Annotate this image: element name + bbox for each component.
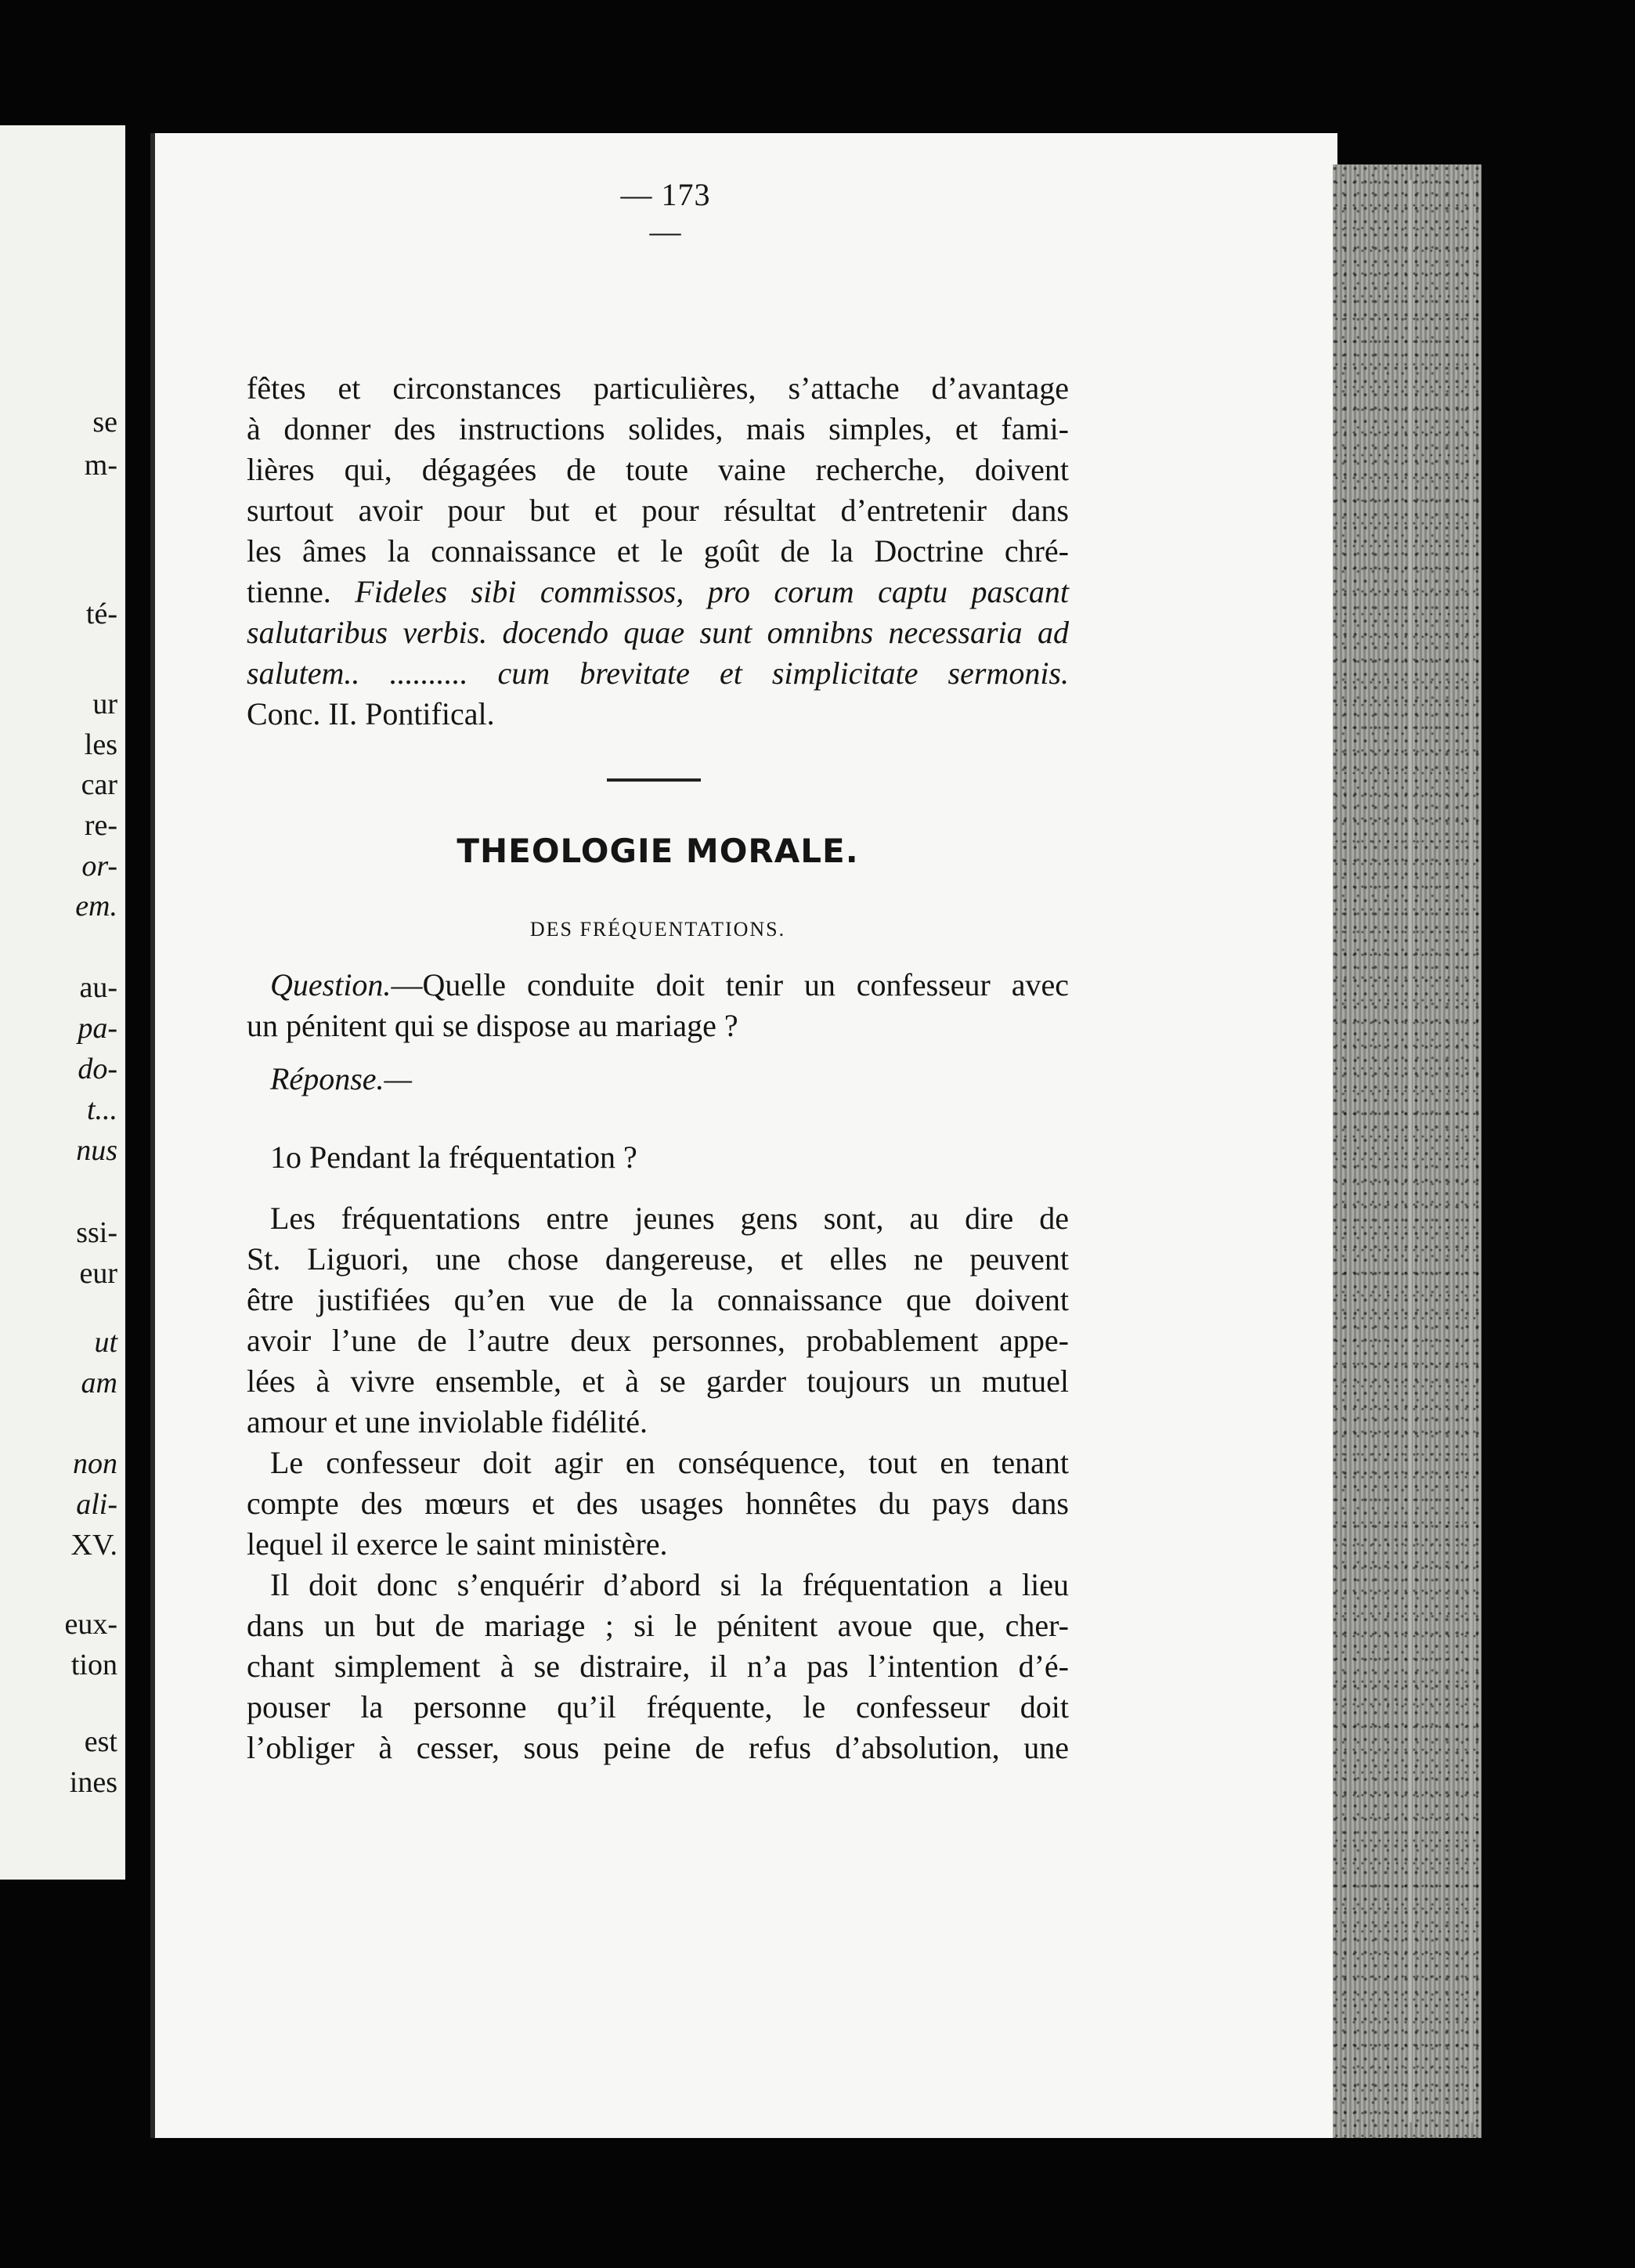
point-block bbox=[247, 1137, 1069, 1178]
left-page-text-fragment: m- bbox=[84, 449, 117, 482]
answer-label: Réponse.— bbox=[270, 1061, 413, 1096]
left-page-text-fragment: eur bbox=[79, 1257, 117, 1290]
paragraph-line: chant simplement à se distraire, il n’a pas l’intention d’é- bbox=[247, 1649, 1069, 1684]
paragraph-line: dans un but de mariage ; si le pénitent avoue que, cher- bbox=[247, 1608, 1069, 1643]
left-page-text-fragment: est bbox=[84, 1725, 117, 1758]
question-text: —Quelle conduite doit tenir un confesseur avec bbox=[391, 967, 1069, 1002]
answer-block bbox=[247, 1059, 1069, 1100]
intro-line: lières qui, dégagées de toute vaine recherche, doivent bbox=[247, 452, 1069, 487]
paragraph-1 bbox=[247, 1198, 1069, 1443]
left-page-text-fragment: re- bbox=[84, 809, 117, 842]
paragraph-line: lées à vivre ensemble, et à se garder toujours un mutuel bbox=[247, 1363, 1069, 1399]
paragraph-3 bbox=[247, 1565, 1069, 1768]
paragraph-line: avoir l’une de l’autre deux personnes, probablement appe- bbox=[247, 1323, 1069, 1358]
left-page-text-fragment: ssi- bbox=[76, 1216, 117, 1249]
left-page-text-fragment: XV. bbox=[70, 1529, 117, 1562]
intro-tail: tienne. bbox=[247, 574, 331, 609]
intro-line-latin bbox=[247, 572, 1069, 612]
paragraph-line: l’obliger à cesser, sous peine de refus d’absolution, une bbox=[247, 1730, 1069, 1765]
paragraph-line: St. Liguori, une chose dangereuse, et elles ne peuvent bbox=[247, 1241, 1069, 1277]
question-line-2: un pénitent qui se dispose au mariage ? bbox=[247, 1008, 738, 1043]
paragraph-2 bbox=[247, 1443, 1069, 1565]
left-page-text-fragment: eux- bbox=[64, 1608, 117, 1641]
intro-line: à donner des instructions solides, mais simples, et fami- bbox=[247, 411, 1069, 446]
left-page-text-fragment: pa- bbox=[78, 1012, 117, 1045]
paragraph-line: Les fréquentations entre jeunes gens sont, au dire de bbox=[270, 1201, 1069, 1236]
section-title: THEOLOGIE MORALE. bbox=[457, 832, 859, 870]
left-page-text-fragment: se bbox=[92, 406, 117, 439]
left-page-text-fragment: té- bbox=[85, 598, 117, 630]
question-block bbox=[247, 965, 1069, 1046]
paragraph-line: Il doit donc s’enquérir d’abord si la fréquentation a lieu bbox=[270, 1567, 1069, 1602]
page-number: — 173 — bbox=[620, 177, 711, 249]
latin-quote-2: salutaribus verbis. docendo quae sunt omnibns necessaria ad bbox=[247, 615, 1069, 650]
paragraph-line: être justifiées qu’en vue de la connaissance que doivent bbox=[247, 1282, 1069, 1317]
left-page-text-fragment: non bbox=[73, 1447, 117, 1480]
left-page-text-fragment: car bbox=[81, 768, 117, 801]
left-page-text-fragment: ur bbox=[92, 688, 117, 720]
left-page-text-fragment: tion bbox=[70, 1649, 117, 1681]
section-subtitle: DES FRÉQUENTATIONS. bbox=[529, 918, 786, 941]
left-page-text-fragment: am bbox=[81, 1367, 117, 1399]
latin-quote-3: salutem.. .......... cum brevitate et simplicitate sermonis. bbox=[247, 655, 1069, 691]
intro-line: fêtes et circonstances particulières, s’attache d’avantage bbox=[247, 370, 1069, 406]
intro-line: les âmes la connaissance et le goût de la Doctrine chré- bbox=[247, 533, 1069, 569]
left-page-text-fragment: or- bbox=[81, 850, 117, 883]
left-page-text-fragment: ines bbox=[69, 1766, 117, 1799]
question-label: Question. bbox=[270, 967, 392, 1002]
left-page-text-fragment: ut bbox=[94, 1326, 117, 1359]
left-page-text-fragment: t... bbox=[86, 1093, 117, 1126]
page-edges-inner bbox=[1409, 180, 1473, 2122]
intro-line: surtout avoir pour but et pour résultat d’entretenir dans bbox=[247, 493, 1069, 528]
intro-paragraph bbox=[247, 368, 1069, 735]
citation: Conc. II. Pontifical. bbox=[247, 696, 495, 731]
left-page-text-fragment: nus bbox=[76, 1134, 117, 1167]
paragraph-line: pouser la personne qu’il fréquente, le confesseur doit bbox=[247, 1689, 1069, 1724]
left-page-text-fragment: do- bbox=[78, 1053, 117, 1085]
paragraph-line: Le confesseur doit agir en conséquence, tout en tenant bbox=[270, 1445, 1069, 1480]
question-line bbox=[247, 965, 1069, 1006]
paragraph-line: amour et une inviolable fidélité. bbox=[247, 1404, 648, 1439]
left-page-text-fragment: au- bbox=[79, 971, 117, 1004]
left-page-text-fragment: em. bbox=[75, 890, 117, 923]
paragraph-line: compte des mœurs et des usages honnêtes du pays dans bbox=[247, 1486, 1069, 1521]
left-page-text-fragment: ali- bbox=[76, 1488, 117, 1521]
paragraph-line: lequel il exerce le saint ministère. bbox=[247, 1526, 668, 1562]
latin-quote-1: Fideles sibi commissos, pro corum captu pascant bbox=[355, 574, 1069, 609]
point-heading: 1o Pendant la fréquentation ? bbox=[270, 1139, 637, 1175]
left-page-fragment bbox=[0, 125, 125, 1880]
section-divider bbox=[607, 778, 701, 782]
left-page-text-fragment: les bbox=[84, 728, 117, 761]
